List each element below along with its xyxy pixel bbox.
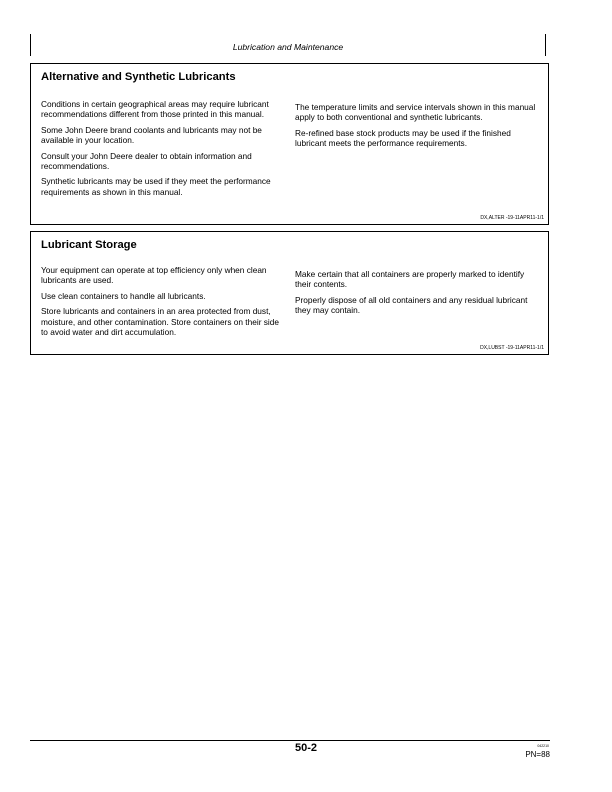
paragraph: Store lubricants and containers in an area protected from dust, moisture, and other contamination. Store containers on their side to avoid water and dirt accumulation. [41, 306, 279, 338]
document-code: DX,LUBST -19-11APR11-1/1 [480, 345, 544, 351]
section-title: Lubricant Storage [41, 239, 137, 251]
page-header [30, 34, 546, 56]
paragraph: Make certain that all containers are properly marked to identify their contents. [295, 269, 525, 290]
document-code: DX,ALTER -19-11APR11-1/1 [480, 215, 544, 221]
footer-code: 042210 [537, 744, 549, 748]
paragraph: Your equipment can operate at top efficiency only when clean lubricants are used. [41, 265, 267, 286]
paragraph: Synthetic lubricants may be used if they meet the performance requirements as shown in this manual. [41, 176, 271, 197]
footer-rule [30, 740, 550, 741]
paragraph: Properly dispose of all old containers and any residual lubricant they may contain. [295, 294, 528, 316]
pn-number: PN=88 [525, 750, 550, 759]
section-lubricant-storage [30, 231, 549, 355]
paragraph: Re-refined base stock products may be used if the finished lubricant meets the performance requirements. [295, 127, 511, 149]
paragraph: Conditions in certain geographical areas may require lubricant recommendations different from those printed in this manual. [41, 99, 269, 120]
paragraph: Consult your John Deere dealer to obtain information and recommendations. [41, 150, 252, 172]
paragraph: Some John Deere brand coolants and lubricants may not be available in your location. [41, 124, 262, 146]
left-column [41, 265, 287, 342]
header-title: Lubrication and Maintenance [232, 42, 344, 52]
paragraph: Use clean containers to handle all lubricants. [41, 290, 206, 301]
paragraph: The temperature limits and service intervals shown in this manual apply to both conventional and synthetic lubricants. [295, 102, 536, 123]
section-alternative-synthetic-lubricants [30, 63, 549, 225]
right-column [295, 102, 541, 154]
section-title: Alternative and Synthetic Lubricants [41, 71, 236, 83]
left-column [41, 99, 287, 202]
right-column [295, 269, 541, 321]
page-number: 50-2 [294, 742, 318, 754]
